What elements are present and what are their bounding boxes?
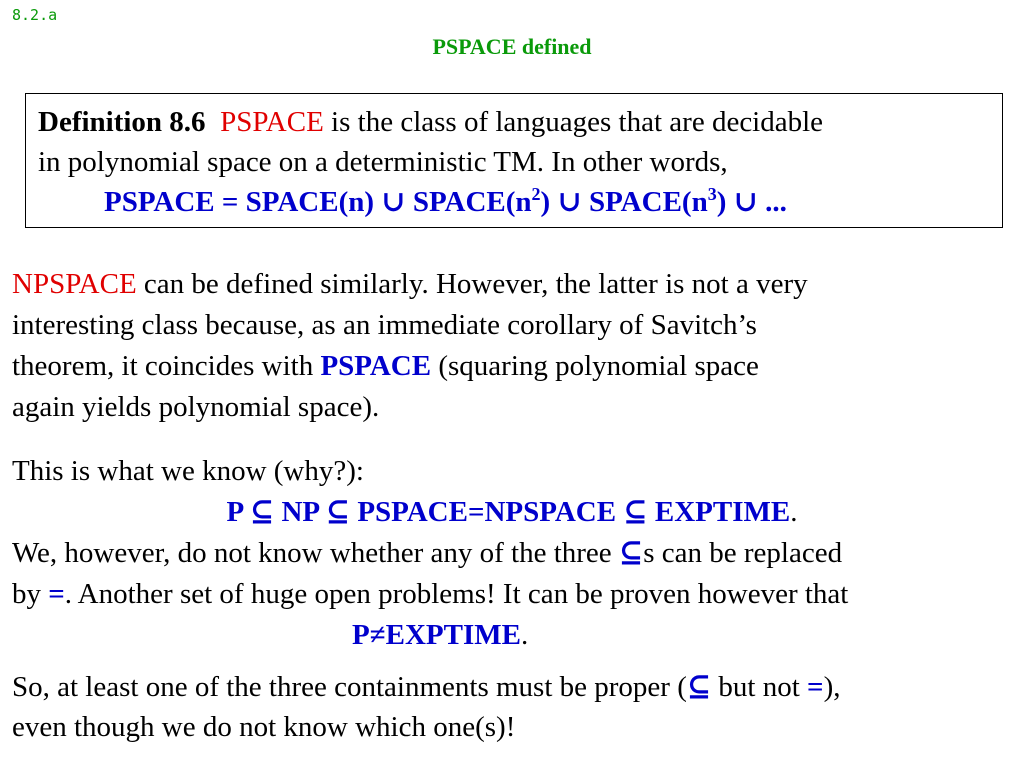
final-equals-symbol: = bbox=[807, 671, 824, 703]
p-neq-exptime-end: . bbox=[520, 619, 529, 651]
p-neq-exptime-text: P≠EXPTIME bbox=[352, 619, 521, 651]
final-line-1-mid: but not bbox=[711, 671, 808, 703]
complexity-chain-text: P ⊆ NP ⊆ PSPACE=NPSPACE ⊆ EXPTIME bbox=[226, 496, 791, 528]
formula-exponent-3: 3 bbox=[707, 184, 717, 204]
npspace-pspace-term: PSPACE bbox=[320, 350, 432, 382]
known-line-3-post: s can be replaced bbox=[643, 537, 843, 569]
definition-line-1-text: is the class of languages that are decidable bbox=[323, 106, 824, 138]
npspace-line-3-pre: theorem, it coincides with bbox=[12, 350, 321, 382]
formula-part-1: PSPACE = SPACE(n) ∪ SPACE(n bbox=[104, 186, 532, 218]
slide-number: 8.2.a bbox=[12, 6, 58, 24]
definition-line-2: in polynomial space on a deterministic TM. In other words, bbox=[38, 146, 728, 178]
equals-symbol: = bbox=[48, 578, 65, 610]
known-line-3-pre: We, however, do not know whether any of the three bbox=[12, 537, 619, 569]
final-subset-symbol: ⊆ bbox=[686, 671, 712, 703]
subset-symbol: ⊆ bbox=[618, 537, 644, 569]
final-line-1-pre: So, at least one of the three containments must be proper ( bbox=[12, 671, 687, 703]
p-neq-exptime bbox=[352, 621, 528, 650]
formula-exponent-2: 2 bbox=[531, 184, 541, 204]
final-line-1 bbox=[12, 673, 841, 702]
npspace-term: NPSPACE bbox=[12, 268, 137, 300]
npspace-line-1-text: can be defined similarly. However, the latter is not a very bbox=[136, 268, 808, 300]
final-line-1-post: ), bbox=[823, 671, 841, 703]
known-line-1: This is what we know (why?): bbox=[12, 455, 364, 487]
slide-title: PSPACE defined bbox=[432, 34, 592, 59]
definition-term: PSPACE bbox=[220, 106, 324, 138]
npspace-line-1 bbox=[12, 270, 808, 299]
npspace-line-2: interesting class because, as an immediate corollary of Savitch’s bbox=[12, 309, 757, 341]
definition-label: Definition 8.6 bbox=[38, 106, 206, 138]
npspace-line-3 bbox=[12, 352, 759, 381]
formula-part-3: ) ∪ ... bbox=[716, 186, 787, 218]
known-line-3 bbox=[12, 539, 842, 568]
definition-line-1 bbox=[38, 108, 823, 137]
formula-part-2: ) ∪ SPACE(n bbox=[540, 186, 708, 218]
npspace-line-3-post: (squaring polynomial space bbox=[431, 350, 759, 382]
pspace-formula bbox=[104, 184, 787, 218]
known-line-4 bbox=[12, 580, 848, 609]
complexity-chain-end: . bbox=[790, 496, 798, 528]
npspace-line-4: again yields polynomial space). bbox=[12, 391, 380, 423]
final-line-2: even though we do not know which one(s)! bbox=[12, 711, 516, 743]
known-line-4-pre: by bbox=[12, 578, 49, 610]
known-line-4-post: . Another set of huge open problems! It can be proven however that bbox=[64, 578, 849, 610]
complexity-chain bbox=[0, 498, 1024, 527]
